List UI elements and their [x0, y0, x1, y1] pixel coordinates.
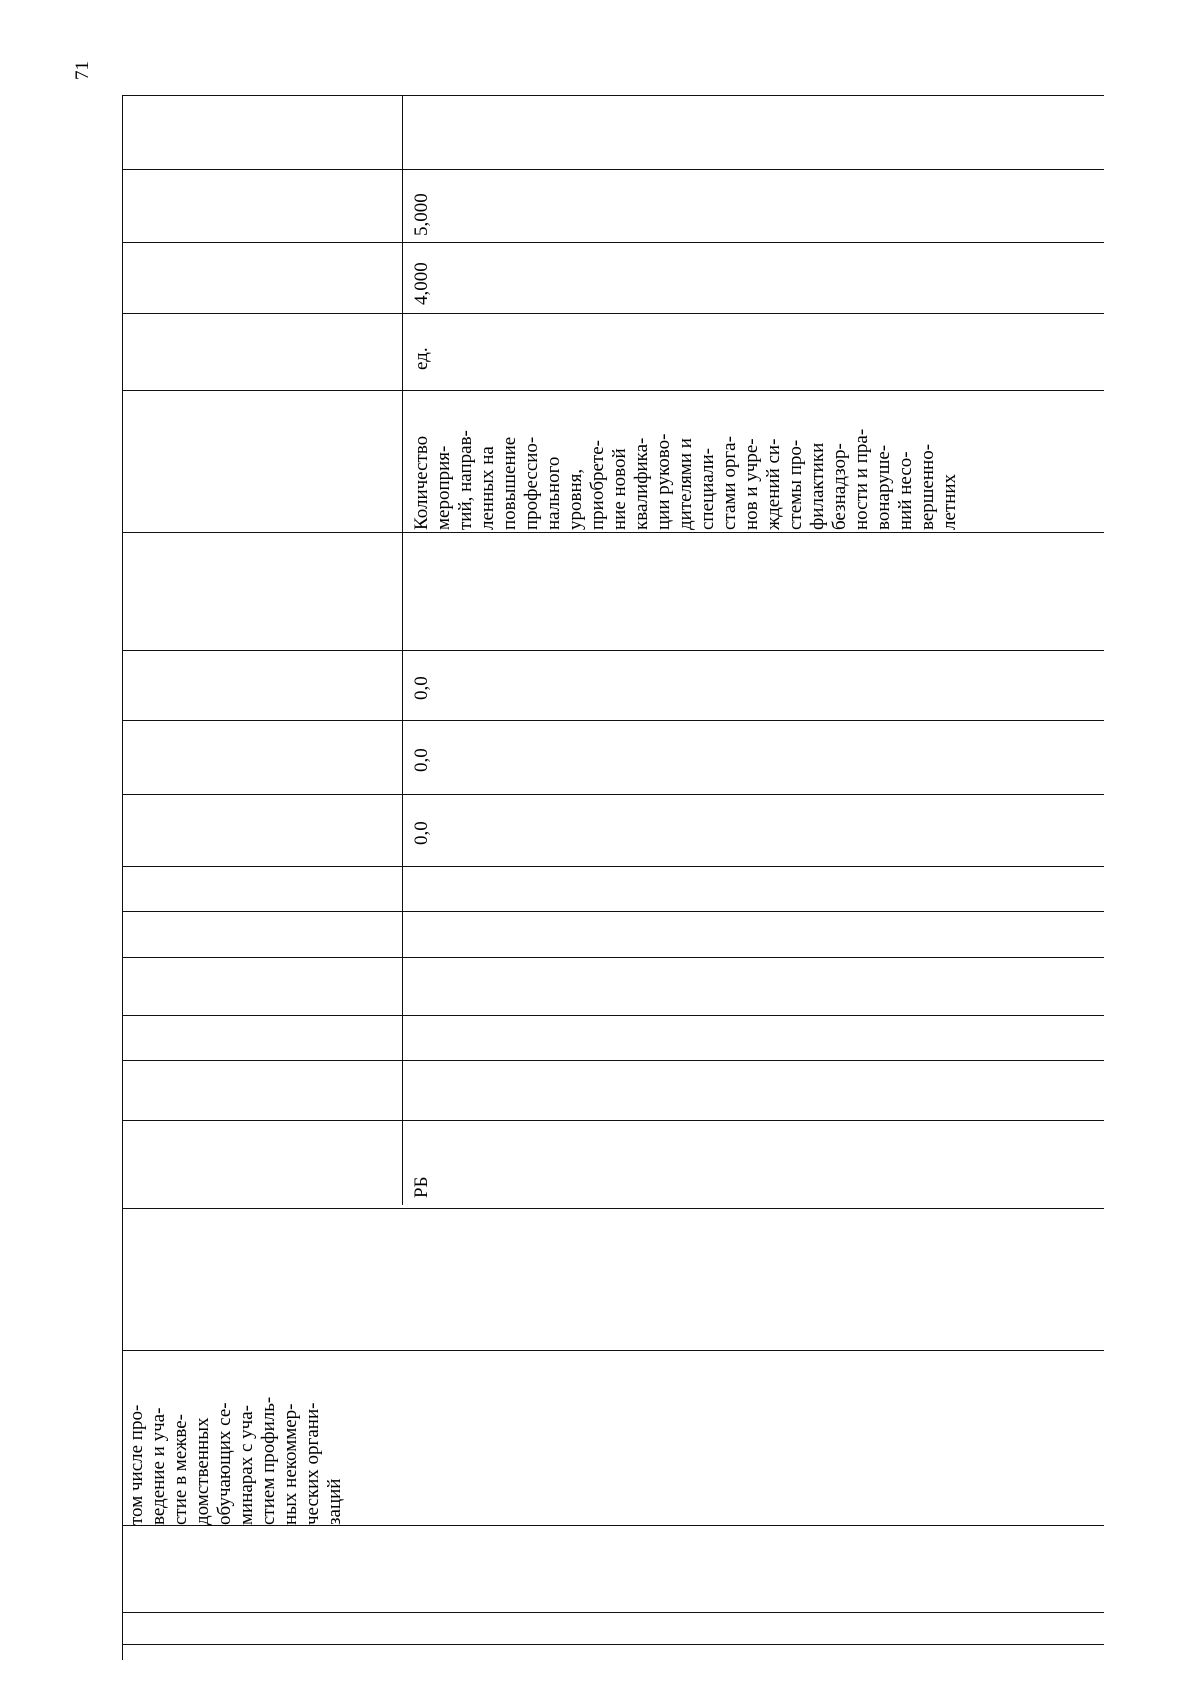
row-line [122, 313, 1104, 314]
row-line [122, 1644, 1104, 1645]
row-line [122, 866, 1104, 867]
indicator-line: безнадзор- [829, 443, 850, 530]
table-border-left [122, 95, 123, 1660]
indicator-line: ленных на [477, 446, 498, 530]
financing-source: РБ [411, 1176, 432, 1198]
indicator-line: специали- [697, 448, 718, 530]
value-4000: 4,000 [411, 262, 432, 305]
indicator-line: приобрете- [587, 440, 608, 530]
indicator-line: ждений си- [763, 438, 784, 530]
activity-line: том числе про- [126, 1404, 147, 1525]
indicator-line: тий, направ- [455, 430, 476, 530]
row-line [122, 1525, 1104, 1526]
row-line [122, 1612, 1104, 1613]
activity-line: ческих органи- [302, 1402, 323, 1525]
indicator-line: вершенно- [917, 443, 938, 530]
indicator-line: повышение [499, 436, 520, 530]
page-number: 71 [72, 61, 93, 80]
activity-line: ведение и уча- [148, 1407, 169, 1525]
activity-line: стие в межве- [170, 1413, 191, 1525]
row-line [122, 1350, 1104, 1351]
activity-line: ных некоммер- [280, 1403, 301, 1525]
activity-description [126, 1397, 346, 1525]
indicator-line: квалифика- [631, 437, 652, 530]
financing-value: 0,0 [411, 676, 432, 700]
activity-line: минарах с уча- [236, 1405, 257, 1525]
row-line [122, 532, 1104, 533]
row-line [122, 911, 1104, 912]
indicator-line: стемы про- [785, 439, 806, 530]
row-line [122, 1060, 1104, 1061]
indicator-line: нального [543, 456, 564, 530]
row-line [122, 95, 1104, 96]
indicator-line: уровня, [565, 468, 586, 530]
row-line [122, 794, 1104, 795]
row-line [122, 1120, 1104, 1121]
row-line [122, 720, 1104, 721]
value-5000: 5,000 [411, 193, 432, 236]
activity-line: стием профиль- [258, 1396, 279, 1525]
row-line [122, 390, 1104, 391]
indicator-line: Количество [411, 435, 432, 530]
activity-line: домственных [192, 1417, 213, 1525]
activity-line: обучающих се- [214, 1402, 235, 1525]
indicator-line: ции руково- [653, 433, 674, 530]
indicator-line: ний несо- [895, 451, 916, 530]
row-line [122, 650, 1104, 651]
indicator-line: мероприя- [433, 445, 454, 530]
indicator-line: филактики [807, 442, 828, 530]
activity-line: заций [324, 1478, 345, 1525]
unit-label: ед. [411, 347, 432, 370]
indicator-line: дителями и [675, 438, 696, 530]
indicator-description [411, 429, 961, 530]
indicator-line: стами орга- [719, 436, 740, 530]
row-line [122, 242, 1104, 243]
indicator-line: вонаруше- [873, 444, 894, 530]
indicator-line: нов и учре- [741, 438, 762, 530]
financing-value: 0,0 [411, 748, 432, 772]
row-line [122, 957, 1104, 958]
row-line [122, 169, 1104, 170]
row-line [122, 1208, 1104, 1209]
row-line [122, 1015, 1104, 1016]
financing-value: 0,0 [411, 821, 432, 845]
indicator-line: ности и пра- [851, 428, 872, 530]
indicator-line: летних [939, 473, 960, 530]
indicator-line: профессио- [521, 436, 542, 530]
indicator-line: ние новой [609, 448, 630, 530]
